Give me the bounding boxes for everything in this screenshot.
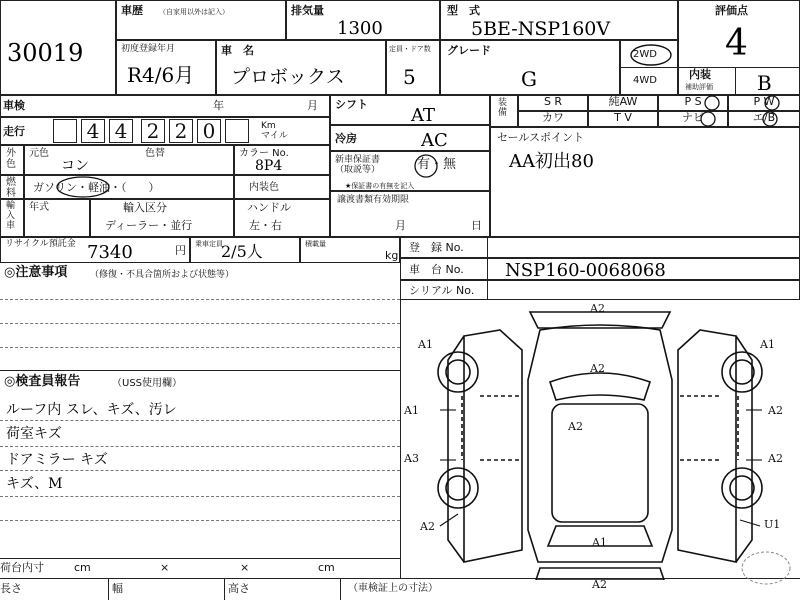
length-label: 長さ bbox=[0, 582, 22, 595]
displacement-value: 1300 bbox=[337, 18, 383, 39]
inspector-sub: （USS使用欄） bbox=[112, 378, 183, 389]
mile-label: マイル bbox=[261, 131, 288, 141]
capacity-value: 2/5人 bbox=[221, 242, 263, 261]
grade-value: G bbox=[521, 67, 537, 91]
import-category-value: ディーラー・並行 bbox=[105, 219, 193, 232]
original-color-value: コン bbox=[61, 158, 89, 174]
dimension-note: （車検証上の寸法） bbox=[348, 583, 438, 594]
exterior-color-label: 外色 bbox=[6, 148, 16, 170]
stamp-icon bbox=[740, 550, 798, 586]
sales-point-box bbox=[490, 127, 800, 237]
model-type-value: 5BE-NSP160V bbox=[471, 18, 611, 40]
equip-navi: ナビ bbox=[658, 111, 728, 127]
car-name-value: プロボックス bbox=[231, 66, 345, 88]
inspector-line: ルーフ内 スレ、キズ、汚レ bbox=[6, 402, 177, 418]
capacity-box bbox=[190, 237, 300, 263]
sales-point-label: セールスポイント bbox=[497, 131, 585, 144]
chassis-row bbox=[400, 258, 800, 280]
reg-no-label: 登 録 No. bbox=[409, 241, 464, 254]
original-color-box bbox=[24, 145, 234, 175]
doors-label: 定員・ドア数 bbox=[389, 45, 431, 53]
ac-value: AC bbox=[421, 130, 448, 151]
interior-value: B bbox=[757, 71, 772, 95]
recycle-value: 7340 bbox=[87, 242, 133, 263]
shaken-label: 車検 bbox=[3, 99, 25, 112]
equipment-circles-icon bbox=[684, 95, 728, 127]
load-unit: kg bbox=[385, 249, 399, 262]
history-label: 車歴 bbox=[121, 4, 143, 17]
times-sign: × bbox=[160, 561, 170, 574]
document-expiry-label: 譲渡書類有効期限 bbox=[337, 195, 410, 205]
document-expiry-day: 日 bbox=[471, 219, 482, 232]
odo-digit: 2 bbox=[169, 119, 193, 143]
shift-box bbox=[330, 95, 490, 125]
equip-alloy: 純AW bbox=[588, 95, 658, 111]
reg-no-row bbox=[400, 237, 800, 258]
import-category-label: 輸入区分 bbox=[123, 201, 167, 214]
shift-value: AT bbox=[411, 105, 436, 126]
lot-number-box bbox=[0, 0, 116, 95]
shaken-month-label: 月 bbox=[307, 99, 318, 112]
doors-box bbox=[386, 40, 440, 95]
damage-code-right-rear: A2 bbox=[768, 452, 783, 465]
fuel-circle-icon bbox=[53, 176, 113, 198]
equip-pw: P W bbox=[728, 95, 800, 111]
odo-digit: 0 bbox=[197, 119, 221, 143]
original-color-label: 元色 bbox=[29, 148, 49, 159]
warranty-sub-label: （取説等） bbox=[335, 165, 381, 175]
inspector-section bbox=[0, 370, 400, 550]
warranty-value: 有・無 bbox=[417, 157, 457, 172]
car-damage-diagram bbox=[400, 300, 800, 600]
warranty-box bbox=[330, 151, 490, 191]
damage-code-rear-door: A1 bbox=[592, 536, 607, 549]
ac-label: 冷房 bbox=[335, 132, 357, 145]
odo-digit: 2 bbox=[141, 119, 165, 143]
chassis-label: 車 台 No. bbox=[409, 263, 464, 276]
equipment-pw-circle-icon bbox=[750, 95, 800, 127]
score-label: 評価点 bbox=[715, 4, 748, 17]
km-label: Km bbox=[261, 121, 276, 131]
inspector-line: 荷室キズ bbox=[6, 426, 62, 442]
drive-box bbox=[620, 40, 678, 95]
interior-label: 内装 bbox=[689, 68, 711, 81]
equipment-label-box bbox=[490, 95, 518, 127]
doors-value: 5 bbox=[403, 65, 416, 89]
odo-digit: 4 bbox=[81, 119, 105, 143]
damage-code-hood: A2 bbox=[590, 362, 605, 375]
cargo-size-row bbox=[0, 558, 400, 578]
history-box bbox=[116, 0, 286, 40]
sales-point-value: AA初出80 bbox=[509, 151, 594, 172]
document-expiry-month: 月 bbox=[395, 219, 406, 232]
displacement-label: 排気量 bbox=[291, 4, 324, 17]
load-label: 積載量 bbox=[305, 240, 326, 248]
fuel-label-box bbox=[0, 175, 24, 199]
drive-4wd: 4WD bbox=[633, 75, 657, 86]
damage-code-right-side: A2 bbox=[768, 404, 783, 417]
caution-section bbox=[0, 263, 400, 370]
damage-code-right-rear-2: U1 bbox=[764, 518, 781, 531]
interior-sub: 補助評価 bbox=[685, 83, 713, 91]
mileage-row bbox=[0, 117, 330, 145]
car-name-box bbox=[216, 40, 386, 95]
document-expiry-box bbox=[330, 191, 490, 237]
drive-2wd-circle-icon bbox=[627, 43, 675, 67]
handle-box bbox=[234, 199, 330, 237]
height-label: 高さ bbox=[228, 582, 250, 595]
import-year-box bbox=[24, 199, 90, 237]
cargo-unit-paren: cm bbox=[318, 561, 335, 574]
fuel-box bbox=[24, 175, 234, 199]
first-reg-label: 初度登録年月 bbox=[121, 44, 176, 54]
capacity-label: 乗車定員 bbox=[195, 240, 223, 248]
shift-label: シフト bbox=[335, 98, 368, 111]
interior-color-box bbox=[234, 175, 330, 199]
damage-code-left-side-rear: A3 bbox=[404, 452, 419, 465]
recycle-yen: 円 bbox=[175, 244, 186, 257]
history-note: （自家用以外は記入） bbox=[159, 8, 229, 16]
grade-box bbox=[440, 40, 620, 95]
displacement-box bbox=[286, 0, 440, 40]
damage-code-right-front-wheel: A1 bbox=[760, 338, 775, 351]
score-box bbox=[678, 0, 800, 95]
color-code-value: 8P4 bbox=[255, 158, 283, 174]
first-reg-value: R4/6月 bbox=[127, 63, 195, 87]
import-label-box bbox=[0, 199, 24, 237]
warranty-circle-icon bbox=[411, 152, 441, 180]
load-box bbox=[300, 237, 400, 263]
import-year-label: 年式 bbox=[29, 202, 49, 213]
grade-label: グレード bbox=[447, 44, 491, 57]
first-registration-box bbox=[116, 40, 216, 95]
odo-digit bbox=[225, 119, 249, 143]
model-type-label: 型 式 bbox=[447, 4, 480, 17]
serial-row bbox=[400, 280, 800, 300]
damage-code-left-rear: A2 bbox=[420, 520, 435, 533]
ac-box bbox=[330, 125, 490, 151]
caution-sub: （修復・不具合箇所および状態等） bbox=[90, 270, 235, 280]
cargo-size-label: 荷台内寸 bbox=[0, 561, 44, 574]
equip-tv: T V bbox=[588, 111, 658, 127]
equip-leather: カワ bbox=[518, 111, 588, 127]
caution-title: ◎注意事項 bbox=[4, 265, 68, 280]
odo-digit bbox=[53, 119, 77, 143]
times-sign: × bbox=[240, 561, 250, 574]
import-category-box bbox=[90, 199, 234, 237]
handle-label: ハンドル bbox=[247, 201, 291, 214]
serial-label: シリアル No. bbox=[409, 284, 475, 297]
equip-ps: P S bbox=[658, 95, 728, 111]
damage-code-roof: A2 bbox=[568, 420, 583, 433]
lot-number: 30019 bbox=[7, 39, 84, 67]
mileage-label: 走行 bbox=[3, 125, 25, 138]
shaken-year-label: 年 bbox=[213, 99, 224, 112]
handle-value: 左・右 bbox=[249, 219, 282, 232]
score-value: 4 bbox=[725, 23, 748, 64]
repaint-label: 色替 bbox=[145, 148, 165, 159]
interior-color-label: 内装色 bbox=[249, 182, 279, 193]
odo-digit: 4 bbox=[109, 119, 133, 143]
equip-sr: S R bbox=[518, 95, 588, 111]
drive-2wd: 2WD bbox=[633, 49, 657, 60]
cargo-unit: cm bbox=[74, 561, 91, 574]
damage-code-front-bumper: A2 bbox=[590, 302, 605, 315]
model-type-box bbox=[440, 0, 678, 40]
warranty-label: 新車保証書 bbox=[335, 155, 381, 165]
equipment-label: 装備 bbox=[498, 98, 508, 118]
warranty-note: ★保証書の有無を記入 bbox=[345, 182, 415, 190]
inspector-line: キズ、M bbox=[6, 476, 63, 492]
inspector-line: ドアミラー キズ bbox=[6, 452, 108, 468]
car-name-label: 車 名 bbox=[221, 44, 254, 57]
inspector-title: ◎検査員報告 bbox=[4, 374, 81, 389]
damage-code-left-front-wheel: A1 bbox=[418, 338, 433, 351]
fuel-options: ガソリン・軽油・（ ） bbox=[33, 181, 160, 194]
damage-code-left-side-front: A1 bbox=[404, 404, 419, 417]
shaken-row bbox=[0, 95, 330, 117]
fuel-label: 燃料 bbox=[6, 177, 16, 199]
color-code-box bbox=[234, 145, 330, 175]
equip-airbag: エ/B bbox=[728, 111, 800, 127]
chassis-value: NSP160-0068068 bbox=[505, 260, 666, 281]
recycle-box bbox=[0, 237, 190, 263]
width-label: 幅 bbox=[112, 582, 123, 595]
damage-code-rear-bumper: A2 bbox=[592, 578, 607, 591]
recycle-label: リサイクル預託金 bbox=[5, 239, 76, 249]
color-code-label: カラー No. bbox=[239, 148, 289, 159]
exterior-color-label-box bbox=[0, 145, 24, 175]
import-label: 輸入車 bbox=[6, 201, 16, 231]
